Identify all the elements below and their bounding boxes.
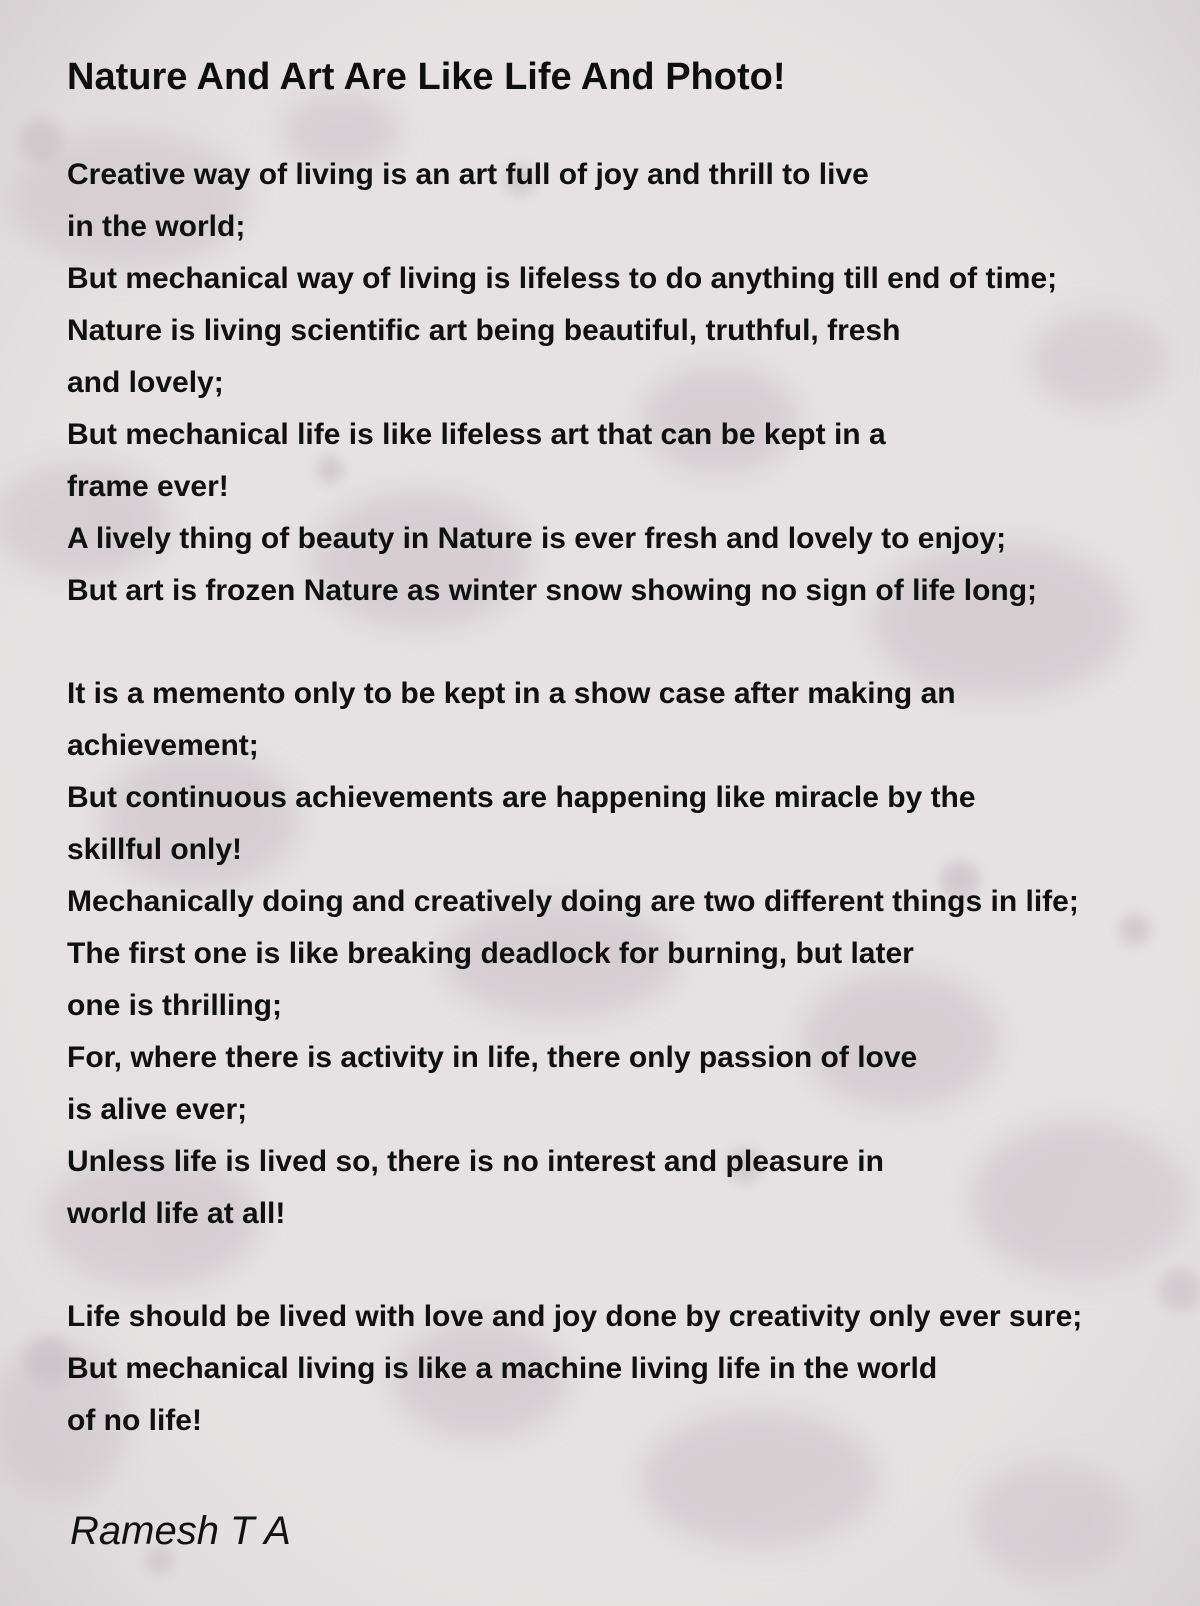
poem-line: Creative way of living is an art full of joy and thrill to live [67, 158, 869, 191]
poem-line: But mechanical living is like a machine living life in the world [67, 1352, 938, 1385]
poem-line: frame ever! [67, 470, 229, 503]
poem-line: It is a memento only to be kept in a show case after making an [67, 677, 956, 710]
poem-title: Nature And Art Are Like Life And Photo! [67, 56, 786, 98]
poem-line: Life should be lived with love and joy done by creativity only ever sure; [67, 1300, 1083, 1333]
poem-line: Nature is living scientific art being beautiful, truthful, fresh [67, 314, 901, 347]
poem-line: Mechanically doing and creatively doing are two different things in life; [67, 885, 1079, 918]
poem-author: Ramesh T A [70, 1509, 291, 1553]
poem-line: world life at all! [67, 1197, 286, 1230]
poem-line: of no life! [67, 1404, 202, 1437]
poem-stanza-1 [67, 149, 1057, 617]
poem-line: achievement; [67, 729, 259, 762]
poem-line: The first one is like breaking deadlock for burning, but later [67, 937, 914, 970]
poem-line: But mechanical life is like lifeless art that can be kept in a [67, 418, 886, 451]
poem-line: one is thrilling; [67, 989, 282, 1022]
poem-line: A lively thing of beauty in Nature is ever fresh and lovely to enjoy; [67, 522, 1007, 555]
poem-line: But art is frozen Nature as winter snow showing no sign of life long; [67, 574, 1038, 607]
poem-stanza-3 [67, 1291, 1082, 1447]
poem-line: Unless life is lived so, there is no interest and pleasure in [67, 1145, 884, 1178]
poem-line: is alive ever; [67, 1093, 248, 1126]
poem-line: But continuous achievements are happening like miracle by the [67, 781, 976, 814]
poem-stanza-2 [67, 668, 1079, 1240]
poem-line: For, where there is activity in life, there only passion of love [67, 1041, 918, 1074]
poem-line: and lovely; [67, 366, 224, 399]
poem-line: in the world; [67, 210, 246, 243]
poem-line: But mechanical way of living is lifeless to do anything till end of time; [67, 262, 1058, 295]
poem-line: skillful only! [67, 833, 243, 866]
